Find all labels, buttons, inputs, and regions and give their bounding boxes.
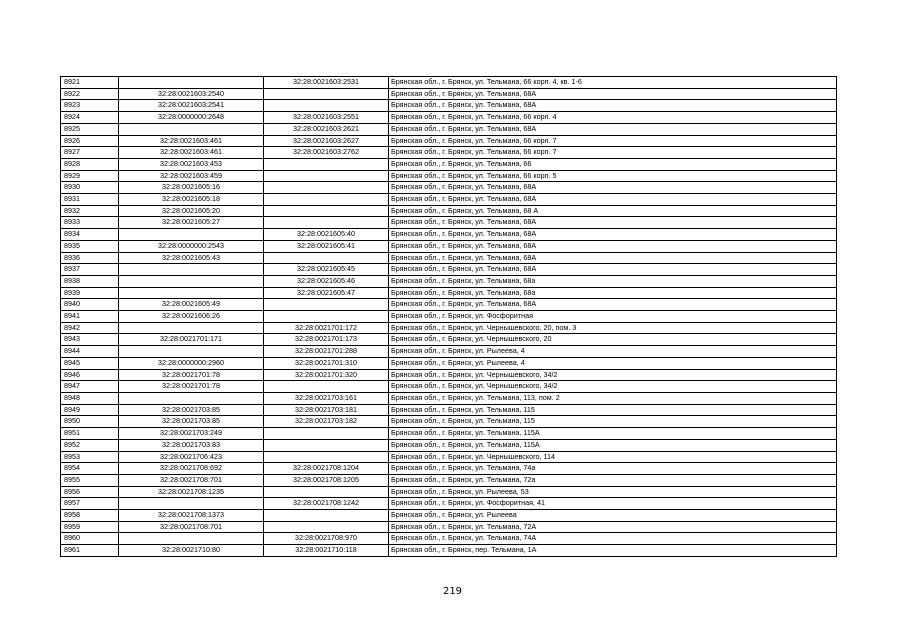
cadastral-number-cell: 32:28:0021703:85 [119,404,264,416]
table-row [61,158,837,170]
table-row [61,182,837,194]
related-cadastral-number-cell [264,88,389,100]
related-cadastral-number-cell [264,170,389,182]
address-cell: Брянская обл., г. Брянск, ул. Рылеева, 4 [389,357,837,369]
table-row [61,147,837,159]
related-cadastral-number-cell [264,428,389,440]
cadastral-number-cell [119,498,264,510]
related-cadastral-number-cell: 32:28:0021701:172 [264,322,389,334]
cadastral-number-cell: 32:28:0021708:701 [119,474,264,486]
address-cell: Брянская обл., г. Брянск, ул. Тельмана, 68А [389,100,837,112]
address-cell: Брянская обл., г. Брянск, ул. Тельмана, 66 корп. 7 [389,147,837,159]
table-row [61,474,837,486]
table-row [61,463,837,475]
cadastral-number-cell: 32:28:0021605:43 [119,252,264,264]
table-row [61,194,837,206]
row-number-cell: 8941 [61,311,119,323]
related-cadastral-number-cell [264,158,389,170]
row-number-cell: 8960 [61,533,119,545]
row-number-cell: 8926 [61,135,119,147]
cadastral-number-cell [119,346,264,358]
row-number-cell: 8956 [61,486,119,498]
row-number-cell: 8961 [61,545,119,557]
cadastral-number-cell: 32:28:0021605:27 [119,217,264,229]
row-number-cell: 8950 [61,416,119,428]
cadastral-number-cell: 32:28:0021605:18 [119,194,264,206]
address-cell: Брянская обл., г. Брянск, ул. Тельмана, 115 [389,416,837,428]
table-row [61,275,837,287]
cadastral-number-cell: 32:28:0021603:461 [119,147,264,159]
cadastral-number-cell: 32:28:0021606:26 [119,311,264,323]
row-number-cell: 8952 [61,439,119,451]
related-cadastral-number-cell: 32:28:0021603:2621 [264,123,389,135]
address-cell: Брянская обл., г. Брянск, ул. Тельмана, 74а [389,463,837,475]
related-cadastral-number-cell: 32:28:0021708:1205 [264,474,389,486]
row-number-cell: 8923 [61,100,119,112]
row-number-cell: 8940 [61,299,119,311]
row-number-cell: 8921 [61,77,119,89]
cadastral-number-cell: 32:28:0000000:2543 [119,240,264,252]
row-number-cell: 8946 [61,369,119,381]
cadastral-number-cell: 32:28:0021603:453 [119,158,264,170]
row-number-cell: 8957 [61,498,119,510]
cadastral-number-cell: 32:28:0021603:2541 [119,100,264,112]
address-cell: Брянская обл., г. Брянск, ул. Рылеева, 53 [389,486,837,498]
row-number-cell: 8948 [61,392,119,404]
address-cell: Брянская обл., г. Брянск, ул. Тельмана, 66 [389,158,837,170]
row-number-cell: 8934 [61,229,119,241]
related-cadastral-number-cell: 32:28:0021708:1242 [264,498,389,510]
row-number-cell: 8958 [61,510,119,522]
address-cell: Брянская обл., г. Брянск, ул. Тельмана, 66 корп. 4 [389,112,837,124]
address-cell: Брянская обл., г. Брянск, ул. Тельмана, 115А [389,439,837,451]
row-number-cell: 8953 [61,451,119,463]
address-cell: Брянская обл., г. Брянск, ул. Тельмана, 68А [389,229,837,241]
cadastral-number-cell: 32:28:0021603:2540 [119,88,264,100]
address-cell: Брянская обл., г. Брянск, ул. Фосфоритная [389,311,837,323]
cadastral-number-cell [119,322,264,334]
related-cadastral-number-cell [264,486,389,498]
table-row [61,299,837,311]
table-row [61,404,837,416]
table-row [61,392,837,404]
cadastral-number-cell: 32:28:0021701:78 [119,369,264,381]
address-cell: Брянская обл., г. Брянск, ул. Чернышевского, 20 [389,334,837,346]
row-number-cell: 8929 [61,170,119,182]
row-number-cell: 8955 [61,474,119,486]
table-row [61,381,837,393]
table-row [61,252,837,264]
cadastral-number-cell [119,229,264,241]
row-number-cell: 8959 [61,521,119,533]
table-row [61,498,837,510]
related-cadastral-number-cell: 32:28:0021605:45 [264,264,389,276]
table-row [61,451,837,463]
table-row [61,88,837,100]
address-cell: Брянская обл., г. Брянск, ул. Тельмана, 68а [389,287,837,299]
table-row [61,311,837,323]
cadastral-number-cell [119,123,264,135]
row-number-cell: 8933 [61,217,119,229]
cadastral-number-cell: 32:28:0021708:1235 [119,486,264,498]
address-cell: Брянская обл., г. Брянск, ул. Тельмана, 68А [389,88,837,100]
table-row [61,334,837,346]
address-cell: Брянская обл., г. Брянск, ул. Чернышевского, 34/2 [389,381,837,393]
address-cell: Брянская обл., г. Брянск, ул. Тельмана, 68а [389,275,837,287]
cadastral-number-cell: 32:28:0021708:1373 [119,510,264,522]
cadastral-number-cell [119,77,264,89]
address-cell: Брянская обл., г. Брянск, ул. Тельмана, 68А [389,252,837,264]
row-number-cell: 8935 [61,240,119,252]
row-number-cell: 8947 [61,381,119,393]
row-number-cell: 8949 [61,404,119,416]
related-cadastral-number-cell: 32:28:0021703:181 [264,404,389,416]
row-number-cell: 8928 [61,158,119,170]
related-cadastral-number-cell: 32:28:0021603:2531 [264,77,389,89]
cadastral-number-cell: 32:28:0021605:49 [119,299,264,311]
table-row [61,112,837,124]
cadastral-number-cell: 32:28:0021703:249 [119,428,264,440]
related-cadastral-number-cell: 32:28:0021605:40 [264,229,389,241]
related-cadastral-number-cell: 32:28:0021701:173 [264,334,389,346]
row-number-cell: 8951 [61,428,119,440]
address-cell: Брянская обл., г. Брянск, ул. Тельмана, 115 [389,404,837,416]
address-cell: Брянская обл., г. Брянск, ул. Тельмана, 74А [389,533,837,545]
table-row [61,170,837,182]
address-cell: Брянская обл., г. Брянск, ул. Чернышевского, 114 [389,451,837,463]
related-cadastral-number-cell [264,299,389,311]
table-row [61,77,837,89]
table-row [61,510,837,522]
table-row [61,545,837,557]
address-cell: Брянская обл., г. Брянск, ул. Чернышевского, 20, пом. 3 [389,322,837,334]
cadastral-number-cell [119,533,264,545]
related-cadastral-number-cell [264,510,389,522]
cadastral-number-cell: 32:28:0021708:692 [119,463,264,475]
address-cell: Брянская обл., г. Брянск, ул. Рылеева, 4 [389,346,837,358]
related-cadastral-number-cell: 32:28:0021703:182 [264,416,389,428]
related-cadastral-number-cell [264,381,389,393]
address-cell: Брянская обл., г. Брянск, ул. Тельмана, 72а [389,474,837,486]
related-cadastral-number-cell: 32:28:0021701:288 [264,346,389,358]
address-cell: Брянская обл., г. Брянск, пер. Тельмана, 1А [389,545,837,557]
cadastral-number-cell: 32:28:0021703:83 [119,439,264,451]
address-cell: Брянская обл., г. Брянск, ул. Тельмана, 68А [389,299,837,311]
table-row [61,533,837,545]
address-cell: Брянская обл., г. Брянск, ул. Тельмана, 68А [389,123,837,135]
table-row [61,135,837,147]
table-row [61,357,837,369]
cadastral-number-cell [119,287,264,299]
cadastral-number-cell: 32:28:0021701:171 [119,334,264,346]
address-cell: Брянская обл., г. Брянск, ул. Тельмана, 72А [389,521,837,533]
related-cadastral-number-cell: 32:28:0021605:46 [264,275,389,287]
related-cadastral-number-cell: 32:28:0021708:1204 [264,463,389,475]
table-row [61,322,837,334]
row-number-cell: 8927 [61,147,119,159]
row-number-cell: 8930 [61,182,119,194]
row-number-cell: 8924 [61,112,119,124]
cadastral-number-cell [119,264,264,276]
table-row [61,205,837,217]
related-cadastral-number-cell: 32:28:0021701:310 [264,357,389,369]
address-cell: Брянская обл., г. Брянск, ул. Чернышевского, 34/2 [389,369,837,381]
row-number-cell: 8936 [61,252,119,264]
row-number-cell: 8931 [61,194,119,206]
table-row [61,369,837,381]
address-cell: Брянская обл., г. Брянск, ул. Тельмана, 68А [389,217,837,229]
table-row [61,264,837,276]
address-cell: Брянская обл., г. Брянск, ул. Фосфоритная, 41 [389,498,837,510]
related-cadastral-number-cell [264,521,389,533]
address-cell: Брянская обл., г. Брянск, ул. Тельмана, 66 корп. 5 [389,170,837,182]
related-cadastral-number-cell [264,194,389,206]
cadastral-number-cell: 32:28:0021605:16 [119,182,264,194]
related-cadastral-number-cell: 32:28:0021605:41 [264,240,389,252]
cadastral-number-cell: 32:28:0021603:459 [119,170,264,182]
registry-table-body [61,77,837,557]
cadastral-number-cell: 32:28:0021708:701 [119,521,264,533]
address-cell: Брянская обл., г. Брянск, ул. Тельмана, 113, пом. 2 [389,392,837,404]
related-cadastral-number-cell [264,311,389,323]
related-cadastral-number-cell [264,217,389,229]
cadastral-number-cell: 32:28:0021706:423 [119,451,264,463]
table-row [61,229,837,241]
related-cadastral-number-cell [264,252,389,264]
table-row [61,240,837,252]
row-number-cell: 8942 [61,322,119,334]
related-cadastral-number-cell [264,439,389,451]
address-cell: Брянская обл., г. Брянск, ул. Тельмана, 66 корп. 7 [389,135,837,147]
row-number-cell: 8945 [61,357,119,369]
address-cell: Брянская обл., г. Брянск, ул. Тельмана, 115А [389,428,837,440]
row-number-cell: 8922 [61,88,119,100]
address-cell: Брянская обл., г. Брянск, ул. Тельмана, 68А [389,194,837,206]
address-cell: Брянская обл., г. Брянск, ул. Тельмана, 68А [389,240,837,252]
table-row [61,123,837,135]
related-cadastral-number-cell: 32:28:0021603:2551 [264,112,389,124]
related-cadastral-number-cell: 32:28:0021710:118 [264,545,389,557]
cadastral-number-cell: 32:28:0021605:20 [119,205,264,217]
table-row [61,100,837,112]
related-cadastral-number-cell: 32:28:0021603:2762 [264,147,389,159]
table-row [61,416,837,428]
cadastral-number-cell: 32:28:0021701:78 [119,381,264,393]
address-cell: Брянская обл., г. Брянск, ул. Тельмана, 68А [389,264,837,276]
related-cadastral-number-cell: 32:28:0021603:2627 [264,135,389,147]
related-cadastral-number-cell: 32:28:0021703:161 [264,392,389,404]
address-cell: Брянская обл., г. Брянск, ул. Тельмана, 68А [389,182,837,194]
table-row [61,439,837,451]
cadastral-number-cell: 32:28:0021603:461 [119,135,264,147]
row-number-cell: 8932 [61,205,119,217]
row-number-cell: 8939 [61,287,119,299]
cadastral-number-cell: 32:28:0021703:85 [119,416,264,428]
row-number-cell: 8937 [61,264,119,276]
table-row [61,346,837,358]
property-registry-table [60,76,837,557]
cadastral-number-cell [119,392,264,404]
related-cadastral-number-cell [264,451,389,463]
related-cadastral-number-cell [264,100,389,112]
address-cell: Брянская обл., г. Брянск, ул. Рылеева [389,510,837,522]
cadastral-number-cell [119,275,264,287]
row-number-cell: 8944 [61,346,119,358]
page-number: 219 [442,586,463,597]
row-number-cell: 8938 [61,275,119,287]
row-number-cell: 8954 [61,463,119,475]
cadastral-number-cell: 32:28:0021710:80 [119,545,264,557]
cadastral-number-cell: 32:28:0000000:2648 [119,112,264,124]
related-cadastral-number-cell: 32:28:0021605:47 [264,287,389,299]
table-row [61,521,837,533]
table-row [61,486,837,498]
related-cadastral-number-cell: 32:28:0021701:320 [264,369,389,381]
table-row [61,287,837,299]
address-cell: Брянская обл., г. Брянск, ул. Тельмана, 68 А [389,205,837,217]
related-cadastral-number-cell: 32:28:0021708:970 [264,533,389,545]
row-number-cell: 8925 [61,123,119,135]
address-cell: Брянская обл., г. Брянск, ул. Тельмана, 66 корп. 4, кв. 1-6 [389,77,837,89]
related-cadastral-number-cell [264,182,389,194]
cadastral-number-cell: 32:28:0000000:2960 [119,357,264,369]
table-row [61,217,837,229]
row-number-cell: 8943 [61,334,119,346]
table-row [61,428,837,440]
related-cadastral-number-cell [264,205,389,217]
